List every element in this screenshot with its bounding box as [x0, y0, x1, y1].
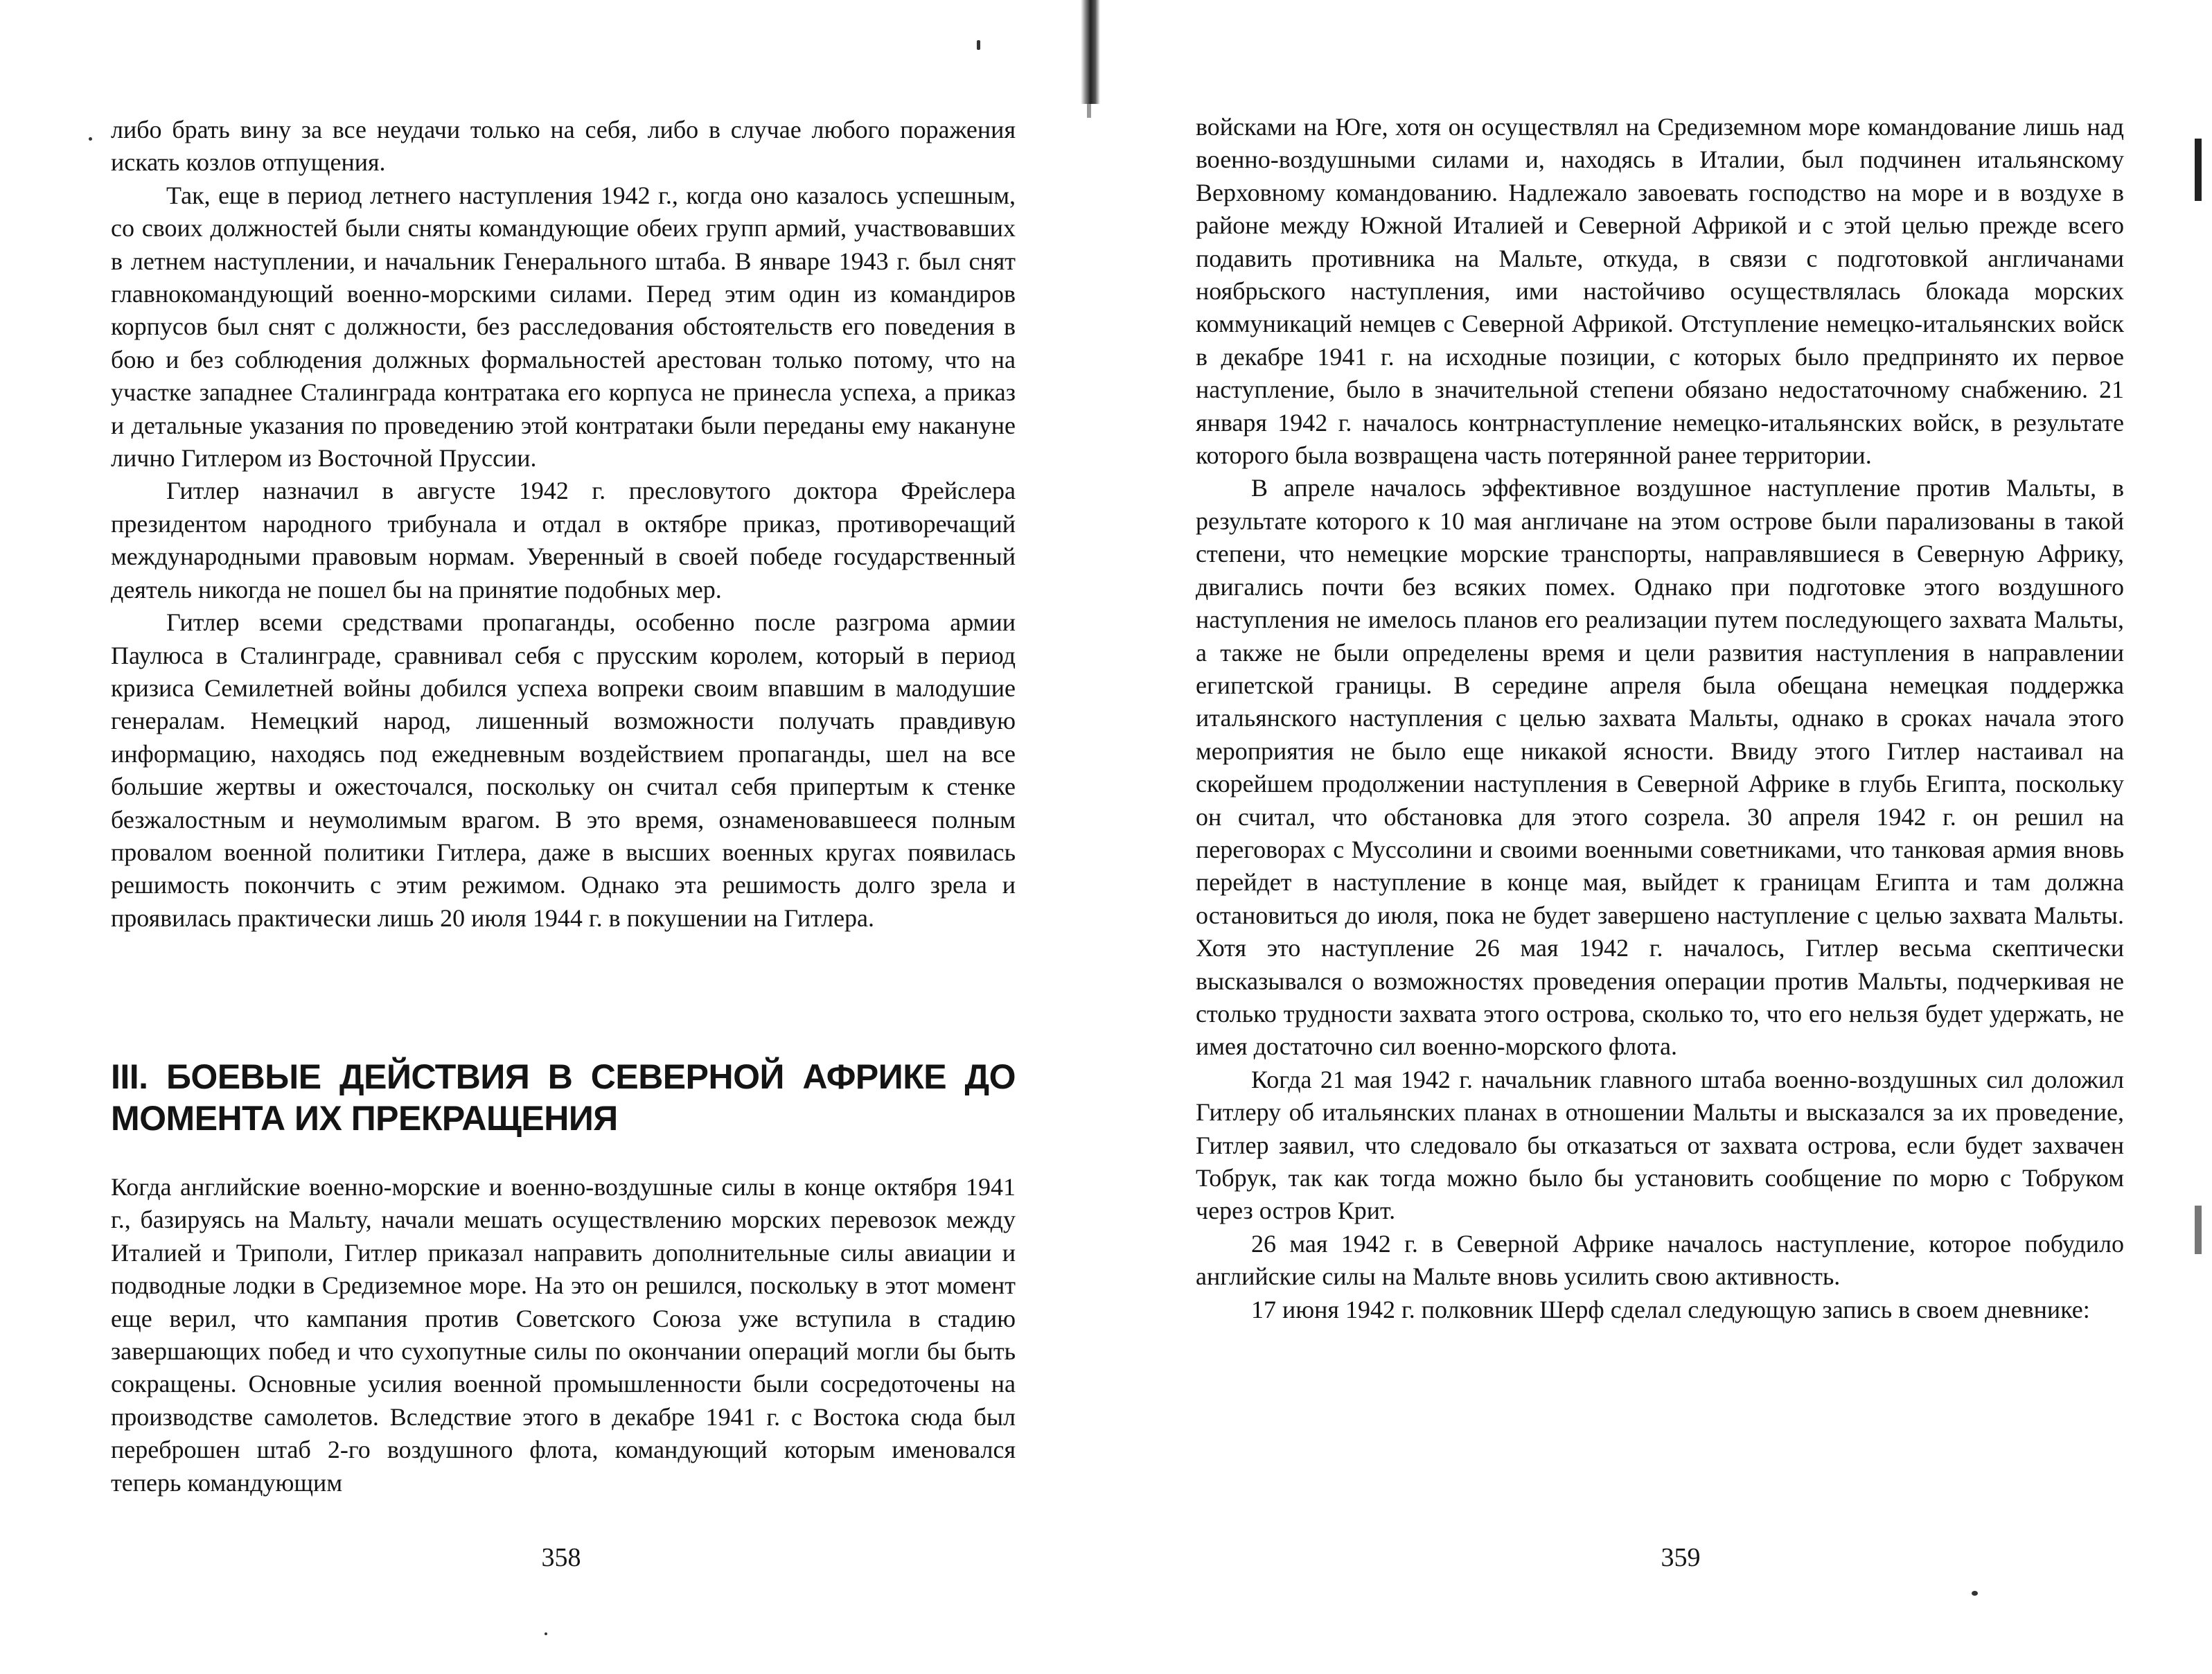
paragraph: Когда английские военно-морские и военно-воздушные силы в конце октября 1941 г., базируясь на Мальту, начали мешать осуществлению морских перевозок между Италией и Триполи, Гитлер приказал направить дополнительные силы авиации и подводные лодки в Средиземное море. На это он решился, поскольку в этот момент еще верил, что кампания против Советского Союза уже вступила в стадию завершающих побед и что сухопутные силы по окончании операций могли бы быть сокращены. Основные усилия военной промышленности были сосредоточены на производстве самолетов. Вследствие этого в декабре 1941 г. с Востока сюда был переброшен штаб 2-го воздушного флота, командующий которым именовался теперь командующим	[111, 1173, 1016, 1497]
book-spine-shadow-tail	[1087, 104, 1091, 118]
paragraph: Гитлер назначил в августе 1942 г. пресловутого доктора Фрейслера президентом народного трибунала и отдал в октябре приказ, противоречащий международными правовым нормам. Уверенный в своей победе государственный деятель никогда не пошел бы на принятие подобных мер.	[111, 477, 1016, 603]
chapter-heading: III. БОЕВЫЕ ДЕЙСТВИЯ В СЕВЕРНОЙ АФРИКЕ ДО МОМЕНТА ИХ ПРЕКРАЩЕНИЯ	[111, 1057, 1016, 1138]
page-number-right: 359	[1661, 1543, 1701, 1572]
page-edge-mark	[2195, 139, 2202, 201]
right-page-text	[1196, 111, 2124, 1326]
left-page-text-top	[111, 114, 1016, 935]
book-spine-shadow	[1081, 0, 1100, 104]
paragraph: Так, еще в период летнего наступления 1942 г., когда оно казалось успешным, со своих должностей были сняты командующие обеих групп армий, участвовавших в летнем наступлении, и начальник Генерального штаба. В январе 1943 г. был снят главнокомандующий военно-морскими силами. Перед этим один из командиров корпусов был снят с должности, без расследования обстоятельств его поведения в бою и без соблюдения должных формальностей арестован только потому, что на участке западнее Сталинграда контратака его корпуса не принесла успеха, а приказ и детальные указания по проведению этой контратаки были переданы ему накануне лично Гитлером из Восточной Пруссии.	[111, 181, 1016, 473]
left-page-text-bottom	[111, 1171, 1016, 1499]
paragraph: 26 мая 1942 г. в Северной Африке началось наступление, которое побудило английские силы на Мальте вновь усилить свою активность.	[1196, 1229, 2124, 1291]
paragraph: войсками на Юге, хотя он осуществлял на Средиземном море командование лишь над военно-воздушными силами и, находясь в Италии, был подчинен итальянскому Верховному командованию. Надлежало завоевать господство на море и в воздухе в районе между Южной Италией и Северной Африкой и с этой целью прежде всего подавить противника на Мальте, откуда, в связи с подготовкой англичанами ноябрьского наступления, ими настойчиво осуществлялась блокада морских коммуникаций немцев с Северной Африкой. Отступление немецко-итальянских войск в декабре 1941 г. на исходные позиции, с которых было предпринято их первое наступление, было в значительной степени обязано недостаточному снабжению. 21 января 1942 г. началось контрнаступление немецко-итальянских войск, в результате которого была возвращена часть потерянной ранее территории.	[1196, 113, 2124, 470]
scan-speck	[545, 1632, 547, 1635]
paragraph: 17 июня 1942 г. полковник Шерф сделал следующую запись в своем дневнике:	[1251, 1295, 2090, 1323]
page-number-left: 358	[541, 1543, 581, 1572]
scan-speck	[89, 137, 92, 141]
paragraph: Когда 21 мая 1942 г. начальник главного штаба военно-воздушных сил доложил Гитлеру об итальянских планах в отношении Мальты и высказался за их проведение, Гитлер заявил, что следовало бы отказаться от захвата острова, если будет захвачен Тобрук, так как тогда можно было бы установить сообщение по морю с Тобруком через остров Крит.	[1196, 1065, 2124, 1225]
paragraph: В апреле началось эффективное воздушное наступление против Мальты, в результате которого к 10 мая англичане на этом острове были парализованы в такой степени, что немецкие морские транспорты, направлявшиеся в Северную Африку, двигались почти без всяких помех. Однако при подготовке этого воздушного наступления не имелось планов его реализации путем последующего захвата Мальты, а также не были определены время и цели развития наступления в направлении египетской границы. В середине апреля была обещана немецкая поддержка итальянского наступления с целью захвата Мальты, однако в сроках начала этого мероприятия не было еще никакой ясности. Ввиду этого Гитлер настаивал на скорейшем продолжении наступления в Северной Африке в глубь Египта, поскольку он считал, что обстановка для этого созрела. 30 апреля 1942 г. он решил на переговорах с Муссолини и своими военными советниками, что танковая армия вновь перейдет в наступление в конце мая, выйдет к границам Египта и там должна остановиться до июля, пока не будет завершено наступление с целью захвата Мальты. Хотя это наступление 26 мая 1942 г. началось, Гитлер весьма скептически высказывался о возможностях проведения операции против Мальты, подчеркивая не столько трудности захвата этого острова, сколько то, что его нельзя будет удержать, не имея достаточно сил военно-морского флота.	[1196, 474, 2124, 1061]
paragraph: либо брать вину за все неудачи только на себя, либо в случае любого поражения искать козлов отпущения.	[111, 116, 1016, 177]
paragraph: Гитлер всеми средствами пропаганды, особенно после разгрома армии Паулюса в Сталинграде, сравнивал себя с прусским королем, который в период кризиса Семилетней войны добился успеха вопреки своим впавшим в малодушие генералам. Немецкий народ, лишенный возможности получать правдивую информацию, находясь под ежедневным воздействием пропаганды, шел на все большие жертвы и ожесточался, поскольку он считал себя припертым к стенке безжалостным и неумолимым врагом. В это время, ознаменовавшееся полным провалом военной политики Гитлера, даже в высших военных кругах появилась решимость покончить с этим режимом. Однако эта решимость долго зрела и проявилась практически лишь 20 июля 1944 г. в покушении на Гитлера.	[111, 608, 1016, 932]
scan-speck	[977, 40, 980, 50]
page-edge-mark	[2195, 1206, 2202, 1254]
right-page	[1106, 0, 2212, 1674]
scan-speck	[1972, 1591, 1978, 1596]
